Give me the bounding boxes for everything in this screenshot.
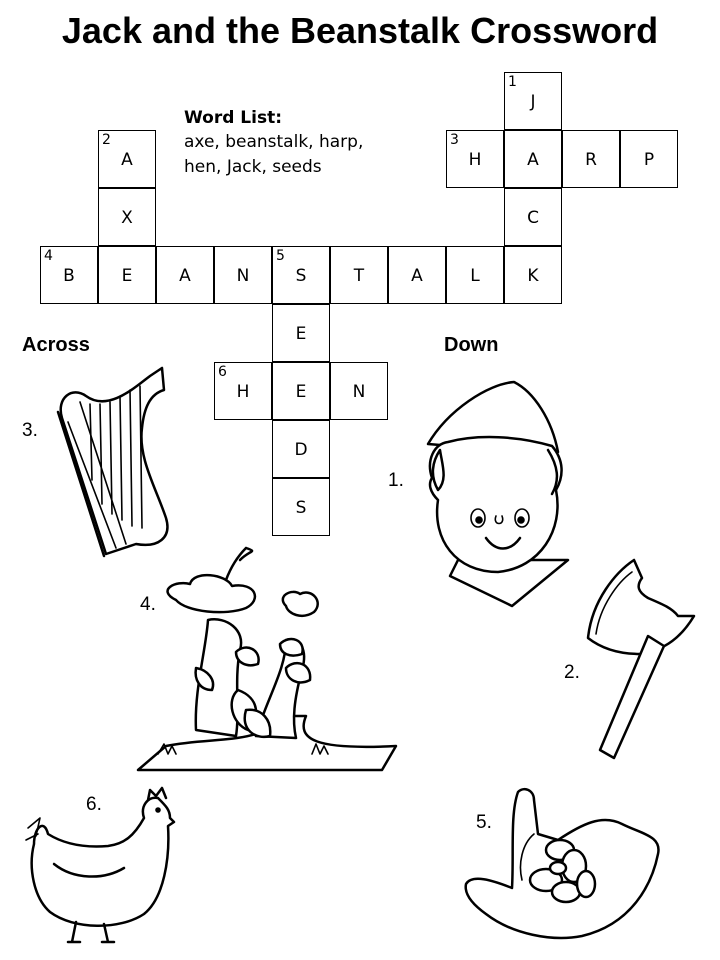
cell-letter: S — [295, 266, 307, 286]
crossword-cell — [446, 130, 504, 188]
word-list — [184, 106, 363, 180]
crossword-cell — [98, 246, 156, 304]
crossword-cell — [272, 362, 330, 420]
cell-letter: N — [236, 266, 250, 286]
cell-number: 2 — [102, 132, 111, 148]
crossword-cell — [214, 362, 272, 420]
hen-icon — [24, 788, 184, 948]
cell-number: 6 — [218, 364, 227, 380]
across-heading: Across — [22, 334, 90, 356]
cell-number: 1 — [508, 74, 517, 90]
axe-icon — [586, 560, 696, 770]
crossword-cell — [620, 130, 678, 188]
cell-letter: E — [295, 324, 307, 344]
cell-letter: J — [530, 92, 536, 112]
word-list-line: hen, Jack, seeds — [184, 157, 322, 177]
cell-letter: A — [527, 150, 539, 170]
cell-number: 5 — [276, 248, 285, 264]
cell-letter: C — [527, 208, 539, 228]
crossword-cell — [446, 246, 504, 304]
word-list-line: axe, beanstalk, harp, — [184, 132, 364, 152]
crossword-cell — [272, 478, 330, 536]
cell-letter: D — [294, 440, 308, 460]
beanstalk-icon — [136, 540, 400, 774]
cell-letter: K — [527, 266, 539, 286]
cell-letter: A — [179, 266, 191, 286]
clue-number-hen: 6. — [86, 794, 102, 815]
crossword-cell — [272, 304, 330, 362]
clue-number-jack: 1. — [388, 470, 404, 491]
crossword-cell — [156, 246, 214, 304]
crossword-cell — [504, 72, 562, 130]
cell-letter: T — [353, 266, 365, 286]
cell-number: 4 — [44, 248, 53, 264]
cell-letter: N — [352, 382, 366, 402]
clue-number-beanstalk: 4. — [140, 594, 156, 615]
seeds-in-hand-icon — [462, 784, 672, 944]
crossword-cell — [272, 420, 330, 478]
cell-letter: X — [121, 208, 133, 228]
jack-face-icon — [418, 380, 578, 610]
crossword-cell — [504, 246, 562, 304]
crossword-cell — [98, 188, 156, 246]
cell-letter: E — [295, 382, 307, 402]
word-list-title: Word List: — [184, 108, 282, 128]
clue-number-axe: 2. — [564, 662, 580, 683]
crossword-cell — [504, 188, 562, 246]
cell-number: 3 — [450, 132, 459, 148]
crossword-cell — [214, 246, 272, 304]
page-title: Jack and the Beanstalk Crossword — [61, 10, 659, 51]
crossword-cell — [272, 246, 330, 304]
cell-letter: S — [295, 498, 307, 518]
cell-letter: L — [470, 266, 480, 286]
clue-number-seeds: 5. — [476, 812, 492, 833]
harp-icon — [46, 368, 176, 558]
crossword-cell — [330, 246, 388, 304]
cell-letter: A — [411, 266, 423, 286]
crossword-cell — [330, 362, 388, 420]
cell-letter: E — [121, 266, 133, 286]
clue-number-harp: 3. — [22, 420, 38, 441]
down-heading: Down — [444, 334, 499, 356]
cell-letter: H — [236, 382, 250, 402]
cell-letter: B — [63, 266, 75, 286]
cell-letter: H — [468, 150, 482, 170]
crossword-cell — [98, 130, 156, 188]
cell-letter: A — [121, 150, 133, 170]
crossword-cell — [504, 130, 562, 188]
cell-letter: R — [585, 150, 597, 170]
cell-letter: P — [643, 150, 655, 170]
crossword-cell — [40, 246, 98, 304]
crossword-cell — [562, 130, 620, 188]
crossword-cell — [388, 246, 446, 304]
